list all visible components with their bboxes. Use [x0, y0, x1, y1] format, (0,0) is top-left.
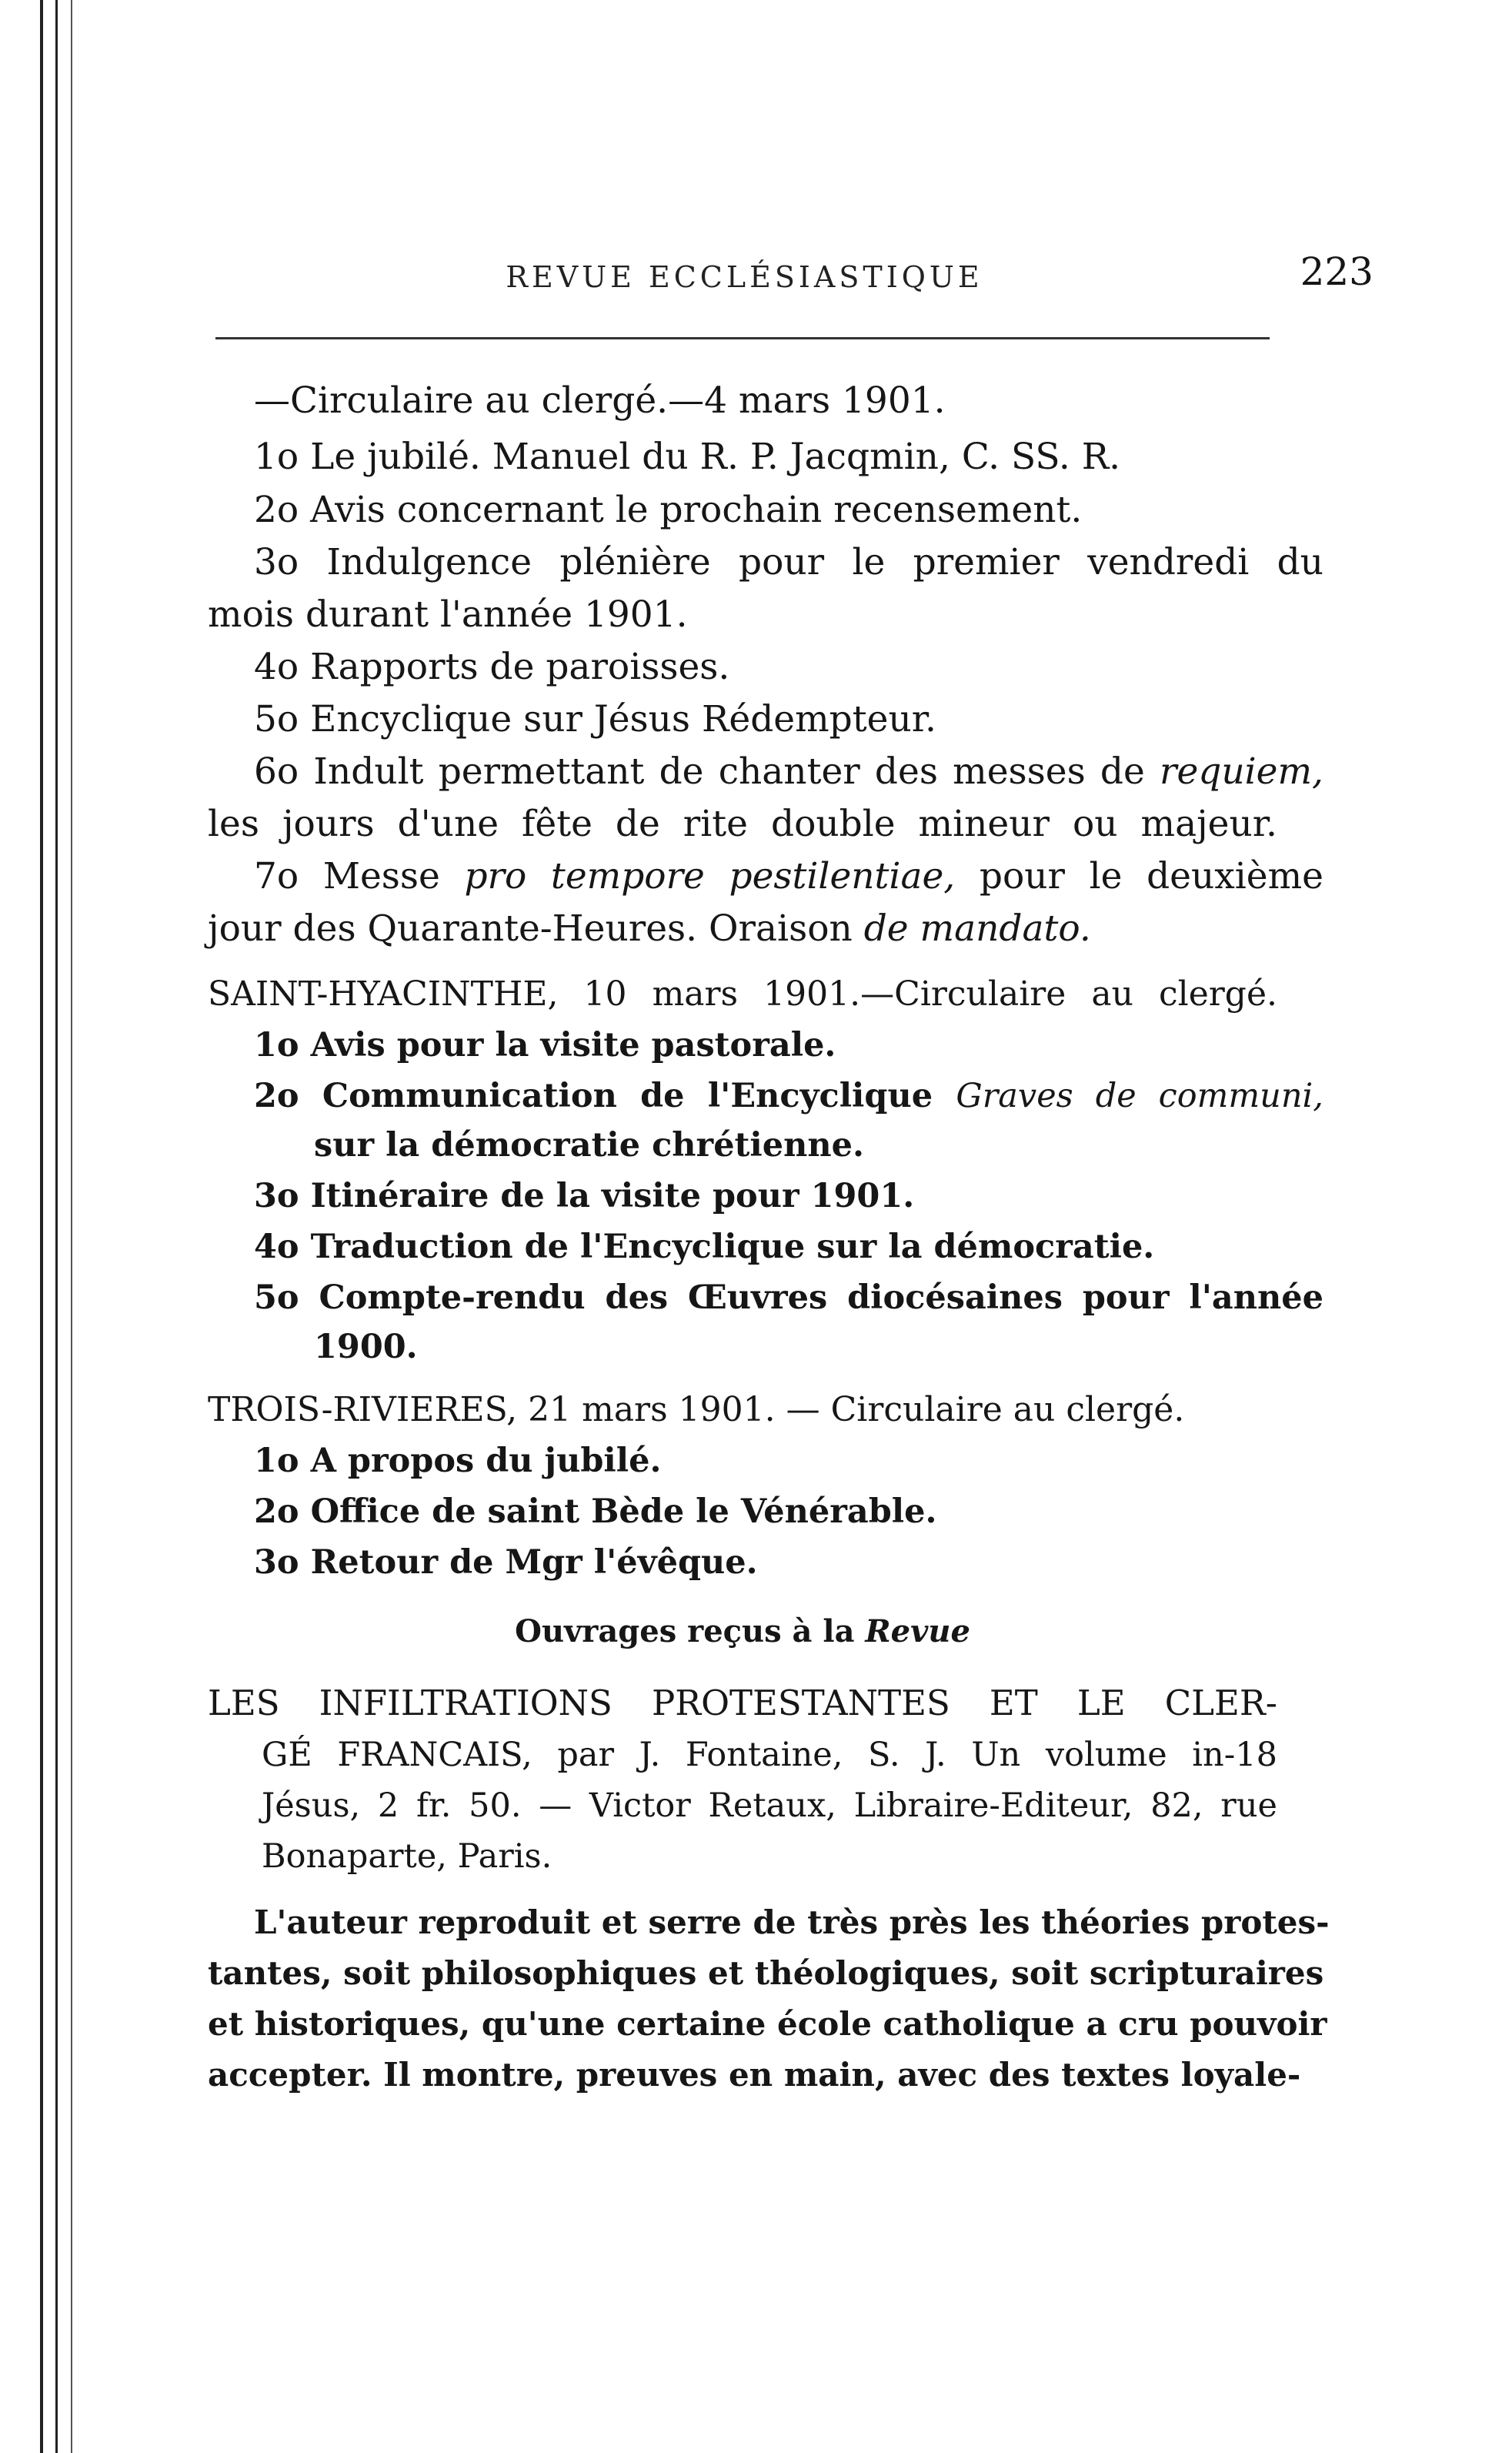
item-text: jour des Quarante-Heures. Oraison: [208, 907, 864, 950]
block2-heading: SAINT-HYACINTHE, 10 mars 1901.—Circulaire au clergé.: [208, 974, 1277, 1014]
book-entry-line-4: Bonaparte, Paris.: [262, 1837, 552, 1876]
section-title-italic: Revue: [865, 1613, 970, 1649]
italic-term: requiem,: [1160, 750, 1323, 793]
book-entry-line-3: Jésus, 2 fr. 50. — Victor Retaux, Libraire-Editeur, 82, rue: [262, 1786, 1277, 1825]
page-number: 223: [1300, 249, 1373, 294]
block2-item-2-cont: sur la démocratie chrétienne.: [314, 1126, 864, 1165]
item-text: 2o Communication de l'Encyclique: [254, 1077, 956, 1115]
binding-edge-line: [40, 0, 43, 2453]
review-line-1: L'auteur reproduit et serre de très près les théories protes-: [254, 1903, 1330, 1941]
item-text: 6o Indult permettant de chanter des messes de: [254, 750, 1160, 793]
block1-heading: —Circulaire au clergé.—4 mars 1901.: [254, 379, 946, 422]
italic-term: Graves de communi,: [956, 1077, 1323, 1115]
header-rule: [215, 337, 1270, 339]
block1-item-4: 4o Rapports de paroisses.: [254, 646, 730, 688]
italic-term: de mandato.: [863, 907, 1091, 950]
block3-item-3: 3o Retour de Mgr l'évêque.: [254, 1543, 758, 1582]
block3-item-2: 2o Office de saint Bède le Vénérable.: [254, 1492, 937, 1531]
binding-edge-line: [55, 0, 58, 2453]
binding-edge-line: [71, 0, 72, 2453]
block3-item-1: 1o A propos du jubilé.: [254, 1442, 662, 1480]
block1-item-7: [208, 851, 1323, 902]
book-entry-line-1: LES INFILTRATIONS PROTESTANTES ET LE CLER-: [208, 1683, 1277, 1723]
review-line-4: accepter. Il montre, preuves en main, avec des textes loyale-: [208, 2056, 1301, 2094]
running-title: REVUE ECCLÉSIASTIQUE: [506, 260, 983, 294]
block1-item-3-cont: mois durant l'année 1901.: [208, 593, 688, 636]
block1-item-2: 2o Avis concernant le prochain recensement.: [254, 489, 1083, 531]
block2-item-3: 3o Itinéraire de la visite pour 1901.: [254, 1177, 915, 1215]
book-entry-line-2: GÉ FRANCAIS, par J. Fontaine, S. J. Un volume in-18: [262, 1736, 1277, 1774]
block2-item-5-cont: 1900.: [314, 1328, 418, 1366]
block2-item-2: [208, 1071, 1323, 1121]
section-title-text: Ouvrages reçus à la: [515, 1613, 866, 1649]
block1-item-1: 1o Le jubilé. Manuel du R. P. Jacqmin, C. SS. R.: [254, 436, 1121, 478]
block2-item-1: 1o Avis pour la visite pastorale.: [254, 1026, 836, 1064]
block2-item-4: 4o Traduction de l'Encyclique sur la démocratie.: [254, 1228, 1155, 1266]
page-header: [208, 249, 1373, 322]
review-line-2: tantes, soit philosophiques et théologiques, soit scripturaires: [208, 1954, 1324, 1992]
block1-item-7-cont: [208, 904, 1277, 954]
section-title: [208, 1607, 1277, 1656]
italic-term: pro tempore pestilentiae,: [464, 855, 956, 897]
block3-heading: TROIS-RIVIERES, 21 mars 1901. — Circulaire au clergé.: [208, 1390, 1185, 1429]
block1-item-6-cont: les jours d'une fête de rite double mineur ou majeur.: [208, 803, 1277, 845]
review-line-3: et historiques, qu'une certaine école catholique a cru pouvoir: [208, 2005, 1327, 2043]
block1-item-6: [208, 747, 1323, 797]
item-text: 7o Messe: [254, 855, 465, 897]
block1-item-5: 5o Encyclique sur Jésus Rédempteur.: [254, 698, 936, 740]
item-text: pour le deuxième: [955, 855, 1323, 897]
block2-item-5: 5o Compte-rendu des Œuvres diocésaines pour l'année: [254, 1278, 1323, 1317]
block1-item-3: 3o Indulgence plénière pour le premier vendredi du: [254, 541, 1323, 583]
